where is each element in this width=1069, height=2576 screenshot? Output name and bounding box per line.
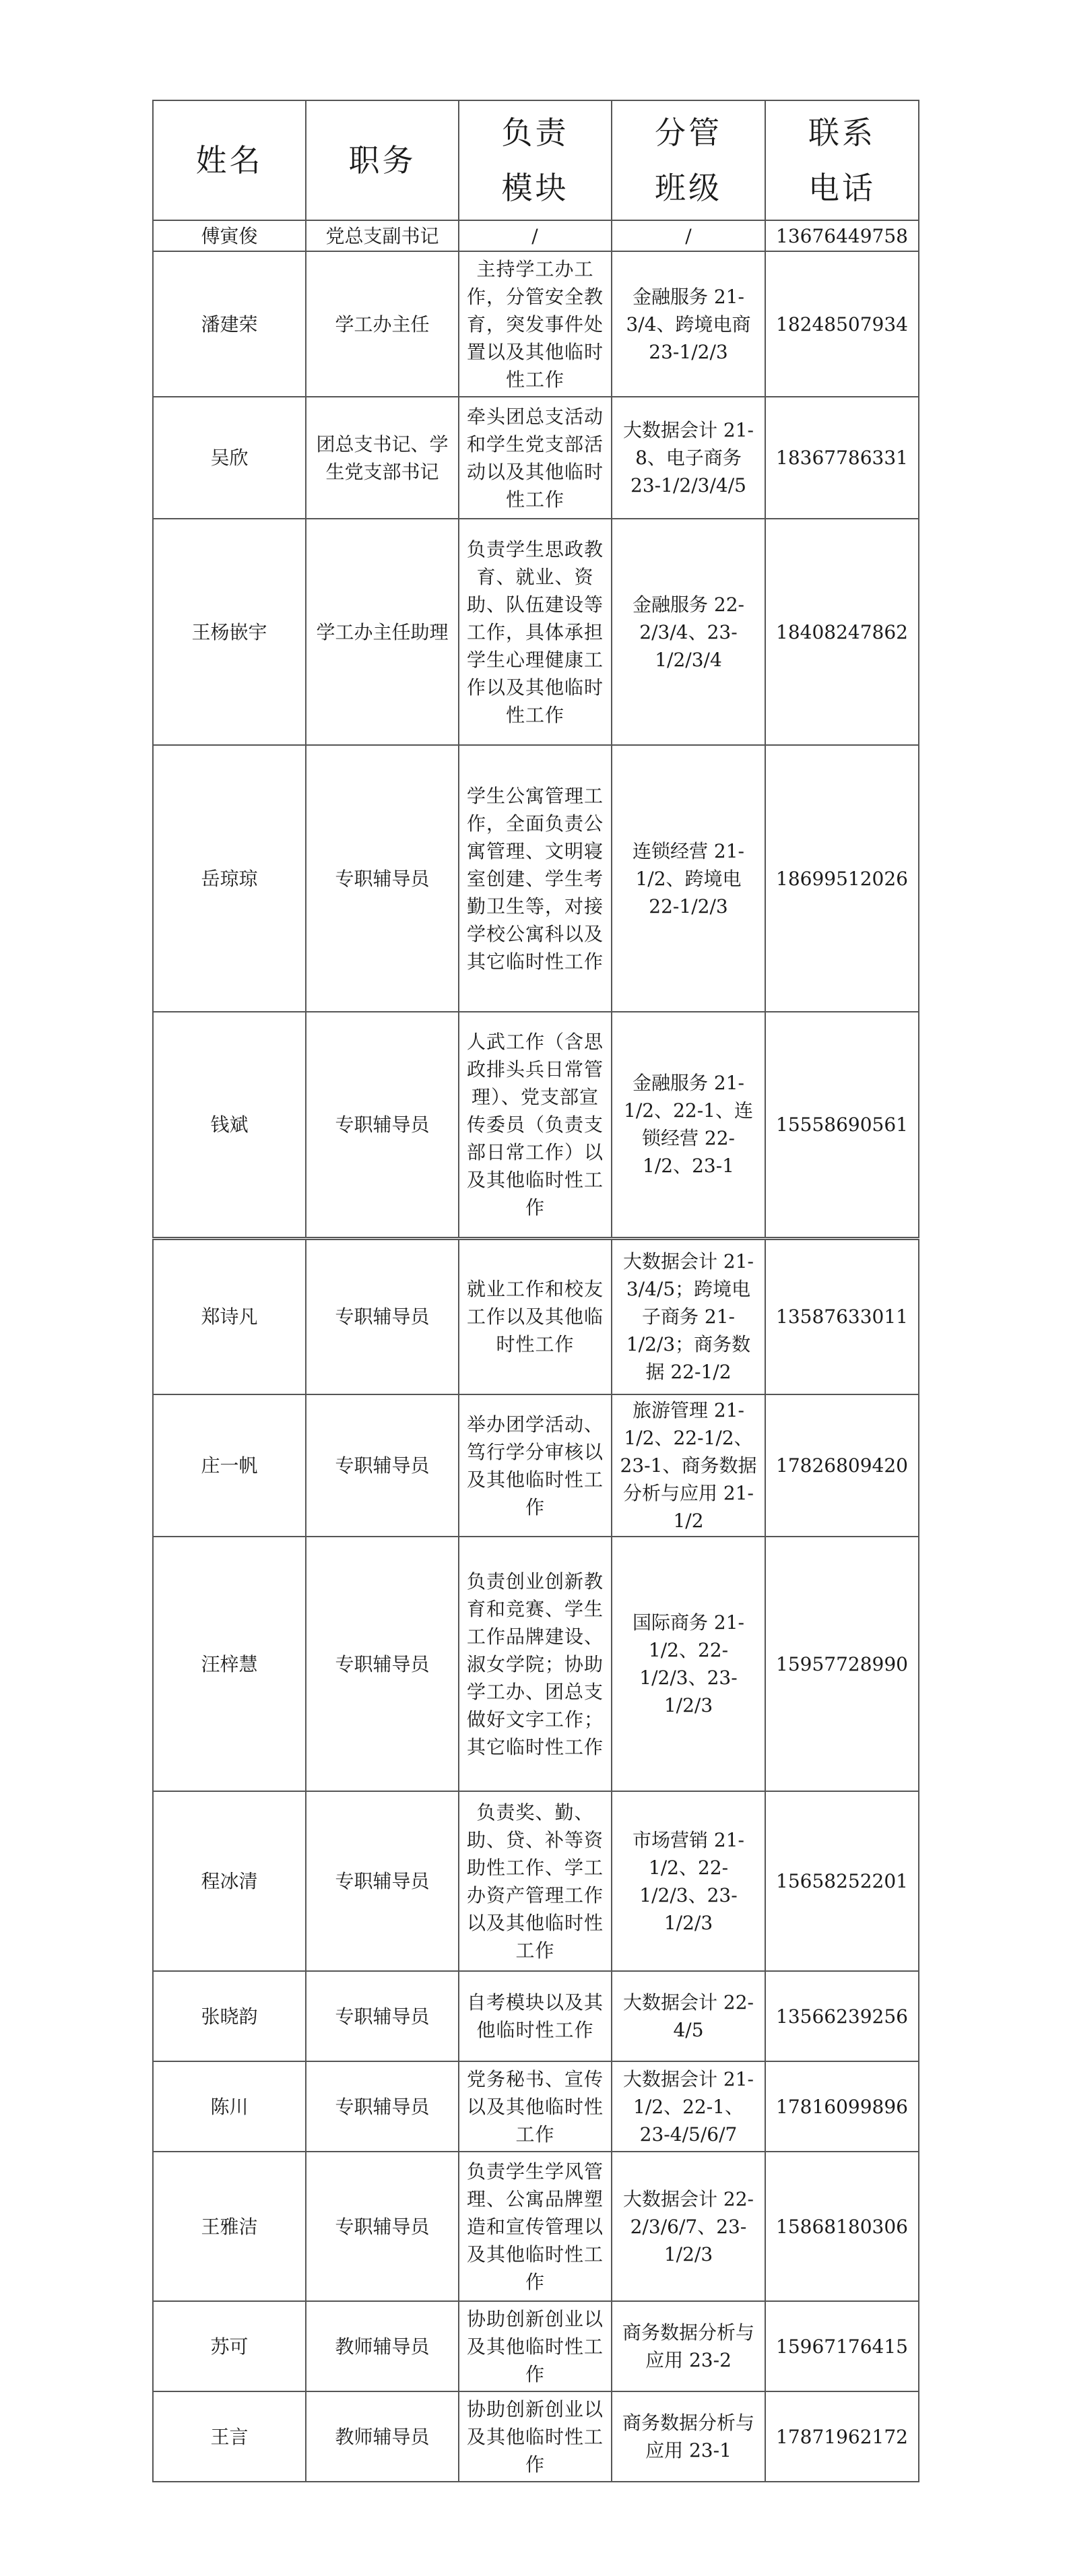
cell-classes: 大数据会计 22-2/3/6/7、23-1/2/3 xyxy=(612,2152,765,2301)
cell-classes: / xyxy=(612,220,765,251)
cell-name: 王雅洁 xyxy=(153,2152,306,2301)
cell-module: 举办团学活动、笃行学分审核以及其他临时性工作 xyxy=(459,1394,612,1537)
table-row xyxy=(153,1537,919,1791)
cell-role: 专职辅导员 xyxy=(306,1238,459,1394)
cell-name: 汪梓慧 xyxy=(153,1537,306,1791)
cell-name: 程冰清 xyxy=(153,1791,306,1971)
cell-phone: 15868180306 xyxy=(765,2152,919,2301)
cell-name: 傅寅俊 xyxy=(153,220,306,251)
cell-classes: 商务数据分析与应用 23-1 xyxy=(612,2391,765,2482)
table-row xyxy=(153,2301,919,2391)
cell-classes: 连锁经营 21-1/2、跨境电 22-1/2/3 xyxy=(612,745,765,1012)
cell-phone: 13566239256 xyxy=(765,1971,919,2061)
cell-role: 党总支副书记 xyxy=(306,220,459,251)
cell-role: 专职辅导员 xyxy=(306,1394,459,1537)
table-row xyxy=(153,1971,919,2061)
cell-module: 学生公寓管理工作，全面负责公寓管理、文明寝室创建、学生考勤卫生等，对接学校公寓科以及其它临时性工作 xyxy=(459,745,612,1012)
cell-module: 负责创业创新教育和竞赛、学生工作品牌建设、淑女学院；协助学工办、团总支做好文字工作；其它临时性工作 xyxy=(459,1537,612,1791)
cell-classes: 金融服务 21-1/2、22-1、连锁经营 22-1/2、23-1 xyxy=(612,1012,765,1238)
cell-role: 专职辅导员 xyxy=(306,745,459,1012)
cell-module: 协助创新创业以及其他临时性工作 xyxy=(459,2301,612,2391)
cell-name: 苏可 xyxy=(153,2301,306,2391)
table-row xyxy=(153,745,919,1012)
cell-name: 王言 xyxy=(153,2391,306,2482)
cell-module: 负责学生思政教育、就业、资助、队伍建设等工作，具体承担学生心理健康工作以及其他临时性工作 xyxy=(459,519,612,745)
header-classes: 分管 班级 xyxy=(612,100,765,220)
cell-classes: 大数据会计 21-1/2、22-1、23-4/5/6/7 xyxy=(612,2061,765,2152)
cell-phone: 18248507934 xyxy=(765,251,919,397)
cell-phone: 17826809420 xyxy=(765,1394,919,1537)
header-phone: 联系 电话 xyxy=(765,100,919,220)
table-row xyxy=(153,2391,919,2482)
cell-phone: 15957728990 xyxy=(765,1537,919,1791)
cell-phone: 17816099896 xyxy=(765,2061,919,2152)
cell-classes: 大数据会计 21-8、电子商务 23-1/2/3/4/5 xyxy=(612,397,765,519)
cell-phone: 18699512026 xyxy=(765,745,919,1012)
cell-name: 陈川 xyxy=(153,2061,306,2152)
cell-phone: 18408247862 xyxy=(765,519,919,745)
cell-name: 钱斌 xyxy=(153,1012,306,1238)
cell-role: 专职辅导员 xyxy=(306,1971,459,2061)
cell-role: 教师辅导员 xyxy=(306,2391,459,2482)
cell-module: 人武工作（含思政排头兵日常管 理）、党支部宣传委员（负责支部日常工作）以及其他临时性工作 xyxy=(459,1012,612,1238)
cell-role: 团总支书记、学生党支部书记 xyxy=(306,397,459,519)
cell-module: 负责奖、勤、助、贷、补等资助性工作、学工办资产管理工作以及其他临时性工作 xyxy=(459,1791,612,1971)
table-row xyxy=(153,1791,919,1971)
cell-classes: 金融服务 21-3/4、跨境电商 23-1/2/3 xyxy=(612,251,765,397)
cell-classes: 金融服务 22-2/3/4、23-1/2/3/4 xyxy=(612,519,765,745)
header-name: 姓名 xyxy=(153,100,306,220)
cell-module: / xyxy=(459,220,612,251)
cell-phone: 15558690561 xyxy=(765,1012,919,1238)
cell-classes: 商务数据分析与应用 23-2 xyxy=(612,2301,765,2391)
cell-module: 牵头团总支活动和学生党支部活动以及其他临时性工作 xyxy=(459,397,612,519)
cell-module: 自考模块以及其他临时性工作 xyxy=(459,1971,612,2061)
cell-module: 负责学生学风管理、公寓品牌塑造和宣传管理以及其他临时性工作 xyxy=(459,2152,612,2301)
cell-phone: 15658252201 xyxy=(765,1791,919,1971)
table-row xyxy=(153,1394,919,1537)
table-row xyxy=(153,519,919,745)
cell-role: 专职辅导员 xyxy=(306,2152,459,2301)
table-row xyxy=(153,251,919,397)
cell-name: 潘建荣 xyxy=(153,251,306,397)
cell-module: 主持学工办工作，分管安全教育，突发事件处置以及其他临时性工作 xyxy=(459,251,612,397)
cell-classes: 大数据会计 22-4/5 xyxy=(612,1971,765,2061)
table-row xyxy=(153,2061,919,2152)
cell-phone: 15967176415 xyxy=(765,2301,919,2391)
table-row xyxy=(153,1238,919,1394)
table-row xyxy=(153,397,919,519)
cell-phone: 17871962172 xyxy=(765,2391,919,2482)
table-row xyxy=(153,1012,919,1238)
cell-role: 专职辅导员 xyxy=(306,1537,459,1791)
header-row xyxy=(153,100,919,220)
cell-classes: 旅游管理 21-1/2、22-1/2、23-1、商务数据分析与应用 21-1/2 xyxy=(612,1394,765,1537)
cell-name: 吴欣 xyxy=(153,397,306,519)
cell-module: 协助创新创业以及其他临时性工作 xyxy=(459,2391,612,2482)
cell-role: 专职辅导员 xyxy=(306,2061,459,2152)
table-row xyxy=(153,2152,919,2301)
cell-role: 专职辅导员 xyxy=(306,1791,459,1971)
cell-name: 岳琼琼 xyxy=(153,745,306,1012)
cell-phone: 13587633011 xyxy=(765,1238,919,1394)
cell-phone: 13676449758 xyxy=(765,220,919,251)
cell-name: 王杨嵌宇 xyxy=(153,519,306,745)
cell-classes: 大数据会计 21-3/4/5；跨境电子商务 21-1/2/3；商务数据 22-1/2 xyxy=(612,1238,765,1394)
cell-classes: 国际商务 21-1/2、22-1/2/3、23-1/2/3 xyxy=(612,1537,765,1791)
cell-module: 党务秘书、宣传以及其他临时性工作 xyxy=(459,2061,612,2152)
cell-name: 庄一帆 xyxy=(153,1394,306,1537)
header-module: 负责 模块 xyxy=(459,100,612,220)
cell-name: 张晓韵 xyxy=(153,1971,306,2061)
cell-classes: 市场营销 21-1/2、22-1/2/3、23-1/2/3 xyxy=(612,1791,765,1971)
cell-role: 专职辅导员 xyxy=(306,1012,459,1238)
cell-role: 学工办主任 xyxy=(306,251,459,397)
cell-role: 教师辅导员 xyxy=(306,2301,459,2391)
cell-role: 学工办主任助理 xyxy=(306,519,459,745)
staff-table xyxy=(152,100,919,2482)
table-row xyxy=(153,220,919,251)
cell-phone: 18367786331 xyxy=(765,397,919,519)
header-role: 职务 xyxy=(306,100,459,220)
cell-name: 郑诗凡 xyxy=(153,1238,306,1394)
cell-module: 就业工作和校友工作以及其他临时性工作 xyxy=(459,1238,612,1394)
